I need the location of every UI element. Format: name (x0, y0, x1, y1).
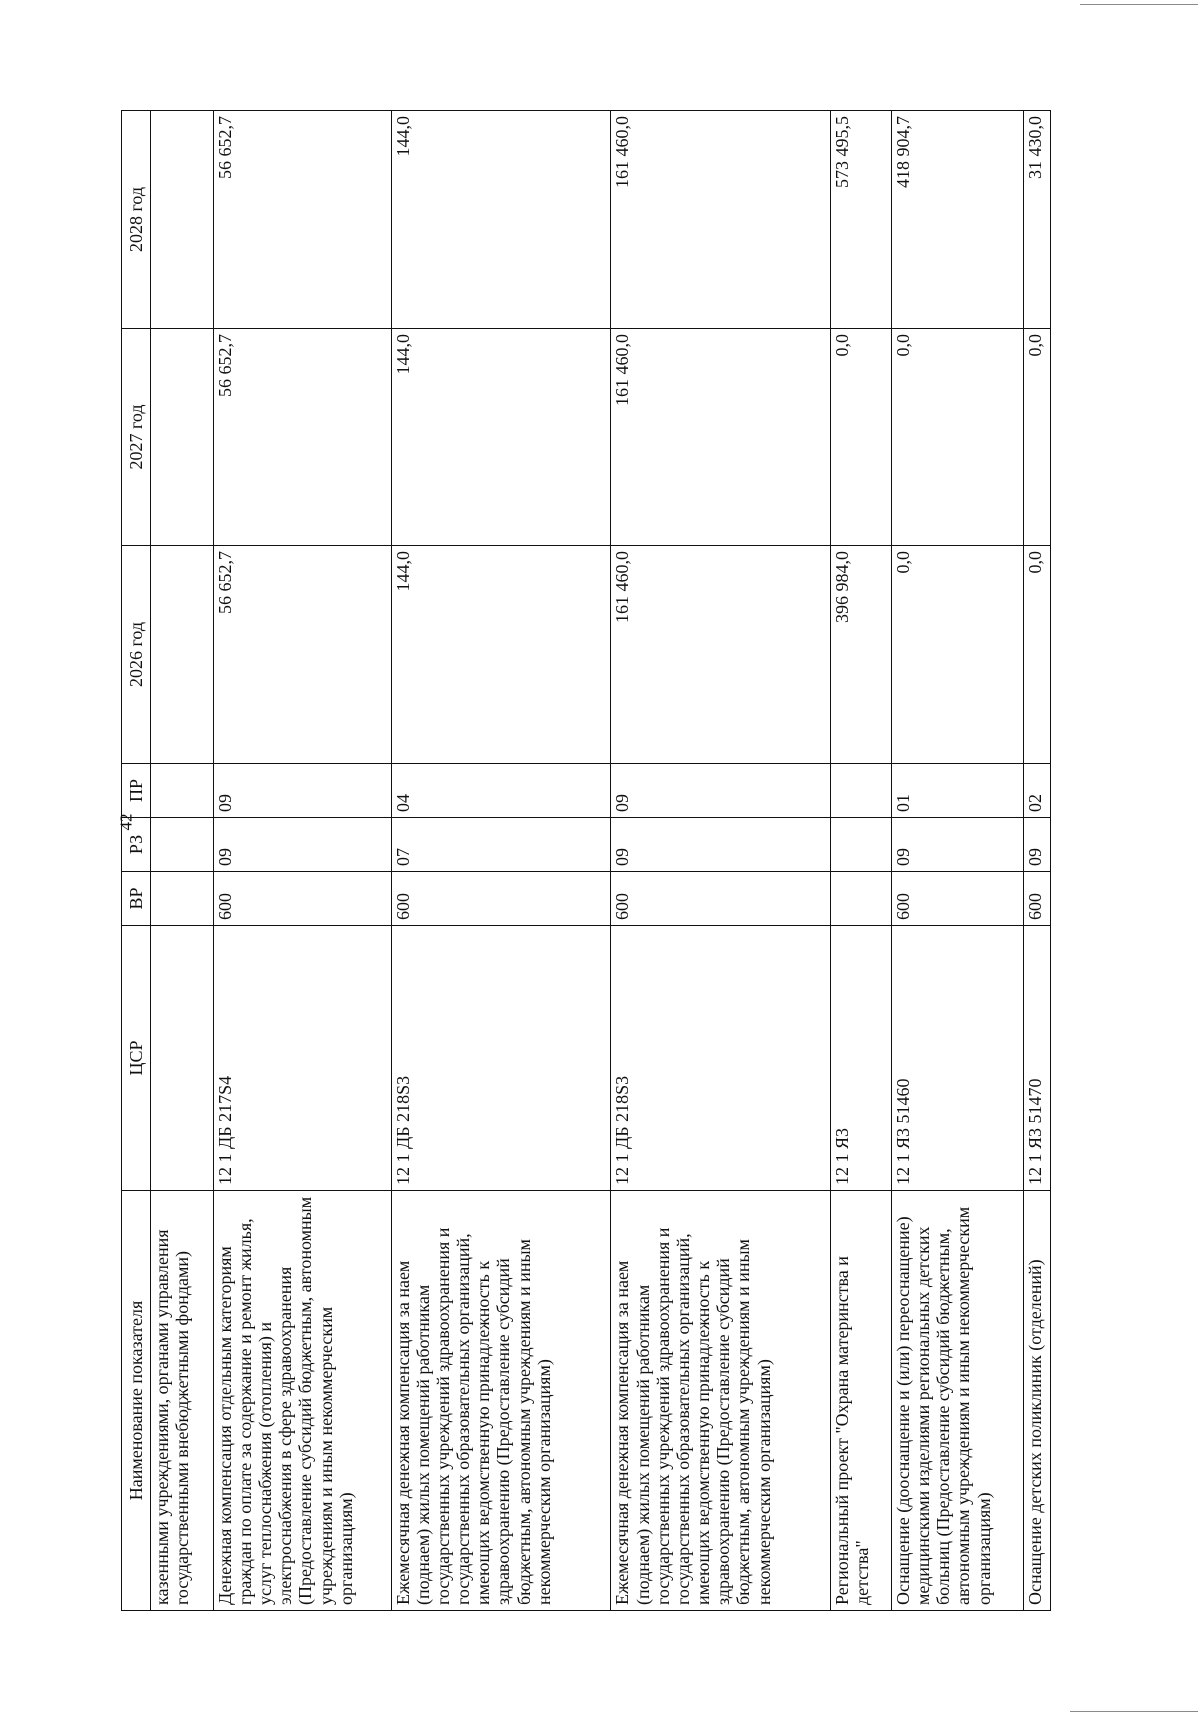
budget-table (121, 110, 1051, 1611)
table-row (831, 111, 892, 1611)
cell-2026: 56 652,7 (213, 546, 391, 764)
cell-2026: 144,0 (391, 546, 611, 764)
cell-pr: 09 (213, 764, 391, 818)
cell-vr (151, 872, 214, 926)
cell-2028: 56 652,7 (213, 111, 391, 329)
cell-vr: 600 (891, 872, 1023, 926)
cell-vr: 600 (391, 872, 611, 926)
scan-artifact-line (1070, 1711, 1198, 1712)
cell-csr: 12 1 Я3 51470 (1023, 926, 1050, 1191)
cell-2026: 396 984,0 (831, 546, 892, 764)
cell-name: казенными учреждениями, органами управления государственными внебюджетными фондами) (151, 1191, 214, 1611)
cell-pr: 09 (611, 764, 831, 818)
cell-2027: 0,0 (1023, 329, 1050, 546)
cell-pr: 04 (391, 764, 611, 818)
cell-2028 (151, 111, 214, 329)
cell-rz: 07 (391, 818, 611, 872)
cell-csr (151, 926, 214, 1191)
cell-name: Оснащение (дооснащение и (или) переоснащение) медицинскими изделиями региональных детских больниц (Предоставление субсидий бюджетным, автономным учреждениям и иным некоммерческим организациям) (891, 1191, 1023, 1611)
cell-rz: 09 (611, 818, 831, 872)
cell-2028: 144,0 (391, 111, 611, 329)
column-header-name: Наименование показателя (122, 1191, 151, 1611)
cell-2027: 56 652,7 (213, 329, 391, 546)
column-header-2028: 2028 год (122, 111, 151, 329)
table-header-row (122, 111, 151, 1611)
cell-pr: 02 (1023, 764, 1050, 818)
cell-name: Региональный проект "Охрана материнства и детства" (831, 1191, 892, 1611)
table-row (1023, 111, 1050, 1611)
cell-2026: 0,0 (1023, 546, 1050, 764)
cell-2027: 0,0 (891, 329, 1023, 546)
table-row (213, 111, 391, 1611)
cell-rz (831, 818, 892, 872)
table-row (611, 111, 831, 1611)
cell-csr: 12 1 ДБ 217S4 (213, 926, 391, 1191)
column-header-2026: 2026 год (122, 546, 151, 764)
cell-2028: 31 430,0 (1023, 111, 1050, 329)
cell-rz: 09 (891, 818, 1023, 872)
budget-table-container (121, 111, 1051, 1611)
cell-2027: 144,0 (391, 329, 611, 546)
cell-2026 (151, 546, 214, 764)
column-header-2027: 2027 год (122, 329, 151, 546)
cell-2028: 418 904,7 (891, 111, 1023, 329)
cell-2027: 0,0 (831, 329, 892, 546)
cell-2026: 0,0 (891, 546, 1023, 764)
table-row (391, 111, 611, 1611)
cell-2027 (151, 329, 214, 546)
cell-rz: 09 (1023, 818, 1050, 872)
cell-csr: 12 1 Я3 (831, 926, 892, 1191)
cell-name: Ежемесячная денежная компенсация за наем (поднаем) жилых помещений работникам государственных учреждений здравоохранения и государственных образовательных организаций, имеющих ведомственную принадлежность к здравоохранению (Предоставление субсидий бюджетным, автономным учреждениям и иным некоммерческим организациям) (391, 1191, 611, 1611)
cell-vr (831, 872, 892, 926)
cell-name: Оснащение детских поликлиник (отделений) (1023, 1191, 1050, 1611)
cell-name: Денежная компенсация отдельным категориям граждан по оплате за содержание и ремонт жилья, услуг теплоснабжения (отопления) и электроснабжения в сфере здравоохранения (Предоставление субсидий бюджетным, автономным учреждениям и иным некоммерческим организациям) (213, 1191, 391, 1611)
cell-pr (151, 764, 214, 818)
cell-2028: 161 460,0 (611, 111, 831, 329)
column-header-rz: РЗ (122, 818, 151, 872)
cell-csr: 12 1 ДБ 218S3 (391, 926, 611, 1191)
column-header-pr: ПР (122, 764, 151, 818)
cell-name: Ежемесячная денежная компенсация за наем (поднаем) жилых помещений работникам государственных учреждений здравоохранения и государственных образовательных организаций, имеющих ведомственную принадлежность к здравоохранению (Предоставление субсидий бюджетным, автономным учреждениям и иным некоммерческим организациям) (611, 1191, 831, 1611)
cell-rz: 09 (213, 818, 391, 872)
column-header-csr: ЦСР (122, 926, 151, 1191)
scan-artifact-line (1080, 4, 1198, 5)
page-number: 42 (116, 813, 136, 831)
cell-rz (151, 818, 214, 872)
cell-2026: 161 460,0 (611, 546, 831, 764)
cell-pr (831, 764, 892, 818)
table-row (891, 111, 1023, 1611)
cell-2028: 573 495,5 (831, 111, 892, 329)
cell-2027: 161 460,0 (611, 329, 831, 546)
cell-vr: 600 (611, 872, 831, 926)
table-row (151, 111, 214, 1611)
cell-pr: 01 (891, 764, 1023, 818)
cell-csr: 12 1 Я3 51460 (891, 926, 1023, 1191)
cell-vr: 600 (1023, 872, 1050, 926)
cell-vr: 600 (213, 872, 391, 926)
column-header-vr: ВР (122, 872, 151, 926)
cell-csr: 12 1 ДБ 218S3 (611, 926, 831, 1191)
